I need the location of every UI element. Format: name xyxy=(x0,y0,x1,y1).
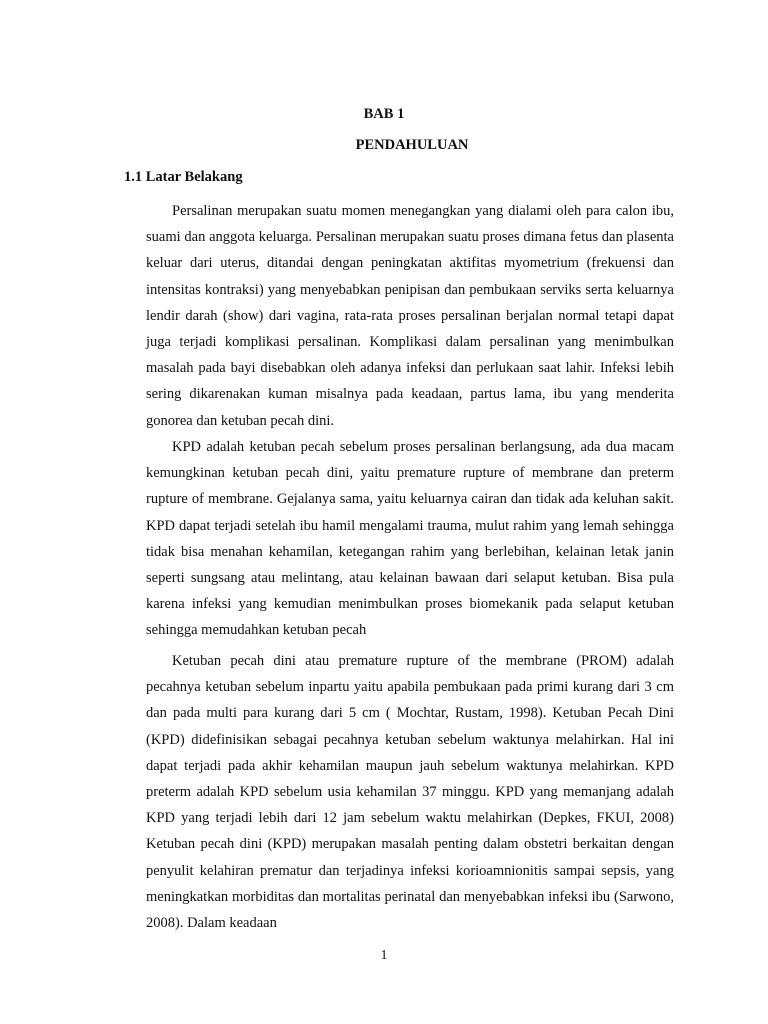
chapter-label: BAB 1 xyxy=(363,106,405,122)
section-heading: 1.1 Latar Belakang xyxy=(124,169,243,185)
body-paragraph-1: Persalinan merupakan suatu momen menegangkan yang dialami oleh para calon ibu, suami dan anggota keluarga. Persalinan merupakan suatu proses dimana fetus dan plasenta keluar dari uterus, ditandai dengan peningkatan aktifitas myometrium (frekuensi dan intensitas kontraksi) yang menyebabkan penipisan dan pembukaan serviks serta keluarnya lendir darah (show) dari vagina, rata-rata proses persalinan berjalan normal tetapi dapat juga terjadi komplikasi persalinan. Komplikasi dalam persalinan yang menimbulkan masalah pada bayi disebabkan oleh adanya infeksi dan perlukaan saat lahir. Infeksi lebih sering dikarenakan kuman misalnya pada keadaan, partus lama, ibu yang menderita gonorea dan ketuban pecah dini. xyxy=(146,203,674,429)
page-number: 1 xyxy=(380,947,388,962)
body-paragraph-2: KPD adalah ketuban pecah sebelum proses persalinan berlangsung, ada dua macam kemungkinan ketuban pecah dini, yaitu premature rupture of membrane dan preterm rupture of membrane. Gejalanya sama, yaitu keluarnya cairan dan tidak ada keluhan sakit. KPD dapat terjadi setelah ibu hamil mengalami trauma, mulut rahim yang lemah sehingga tidak bisa menahan kehamilan, ketegangan rahim yang berlebihan, kelainan letak janin seperti sungsang atau melintang, atau kelainan bawaan dari selaput ketuban. Bisa pula karena infeksi yang kemudian menimbulkan proses biomekanik pada selaput ketuban sehingga memudahkan ketuban pecah xyxy=(146,439,674,639)
chapter-title: PENDAHULUAN xyxy=(355,137,469,153)
body-paragraph-3: Ketuban pecah dini atau premature rupture of the membrane (PROM) adalah pecahnya ketuban sebelum inpartu yaitu apabila pembukaan pada primi kurang dari 3 cm dan pada multi para kurang dari 5 cm ( Mochtar, Rustam, 1998). Ketuban Pecah Dini (KPD) didefinisikan sebagai pecahnya ketuban sebelum waktunya melahirkan. Hal ini dapat terjadi pada akhir kehamilan maupun jauh sebelum waktunya melahirkan. KPD preterm adalah KPD sebelum usia kehamilan 37 minggu. KPD yang memanjang adalah KPD yang terjadi lebih dari 12 jam sebelum waktu melahirkan (Depkes, FKUI, 2008) Ketuban pecah dini (KPD) merupakan masalah penting dalam obstetri berkaitan dengan penyulit kelahiran prematur dan terjadinya infeksi korioamnionitis sampai sepsis, yang meningkatkan morbiditas dan mortalitas perinatal dan menyebabkan infeksi ibu (Sarwono, 2008). Dalam keadaan xyxy=(146,653,674,932)
